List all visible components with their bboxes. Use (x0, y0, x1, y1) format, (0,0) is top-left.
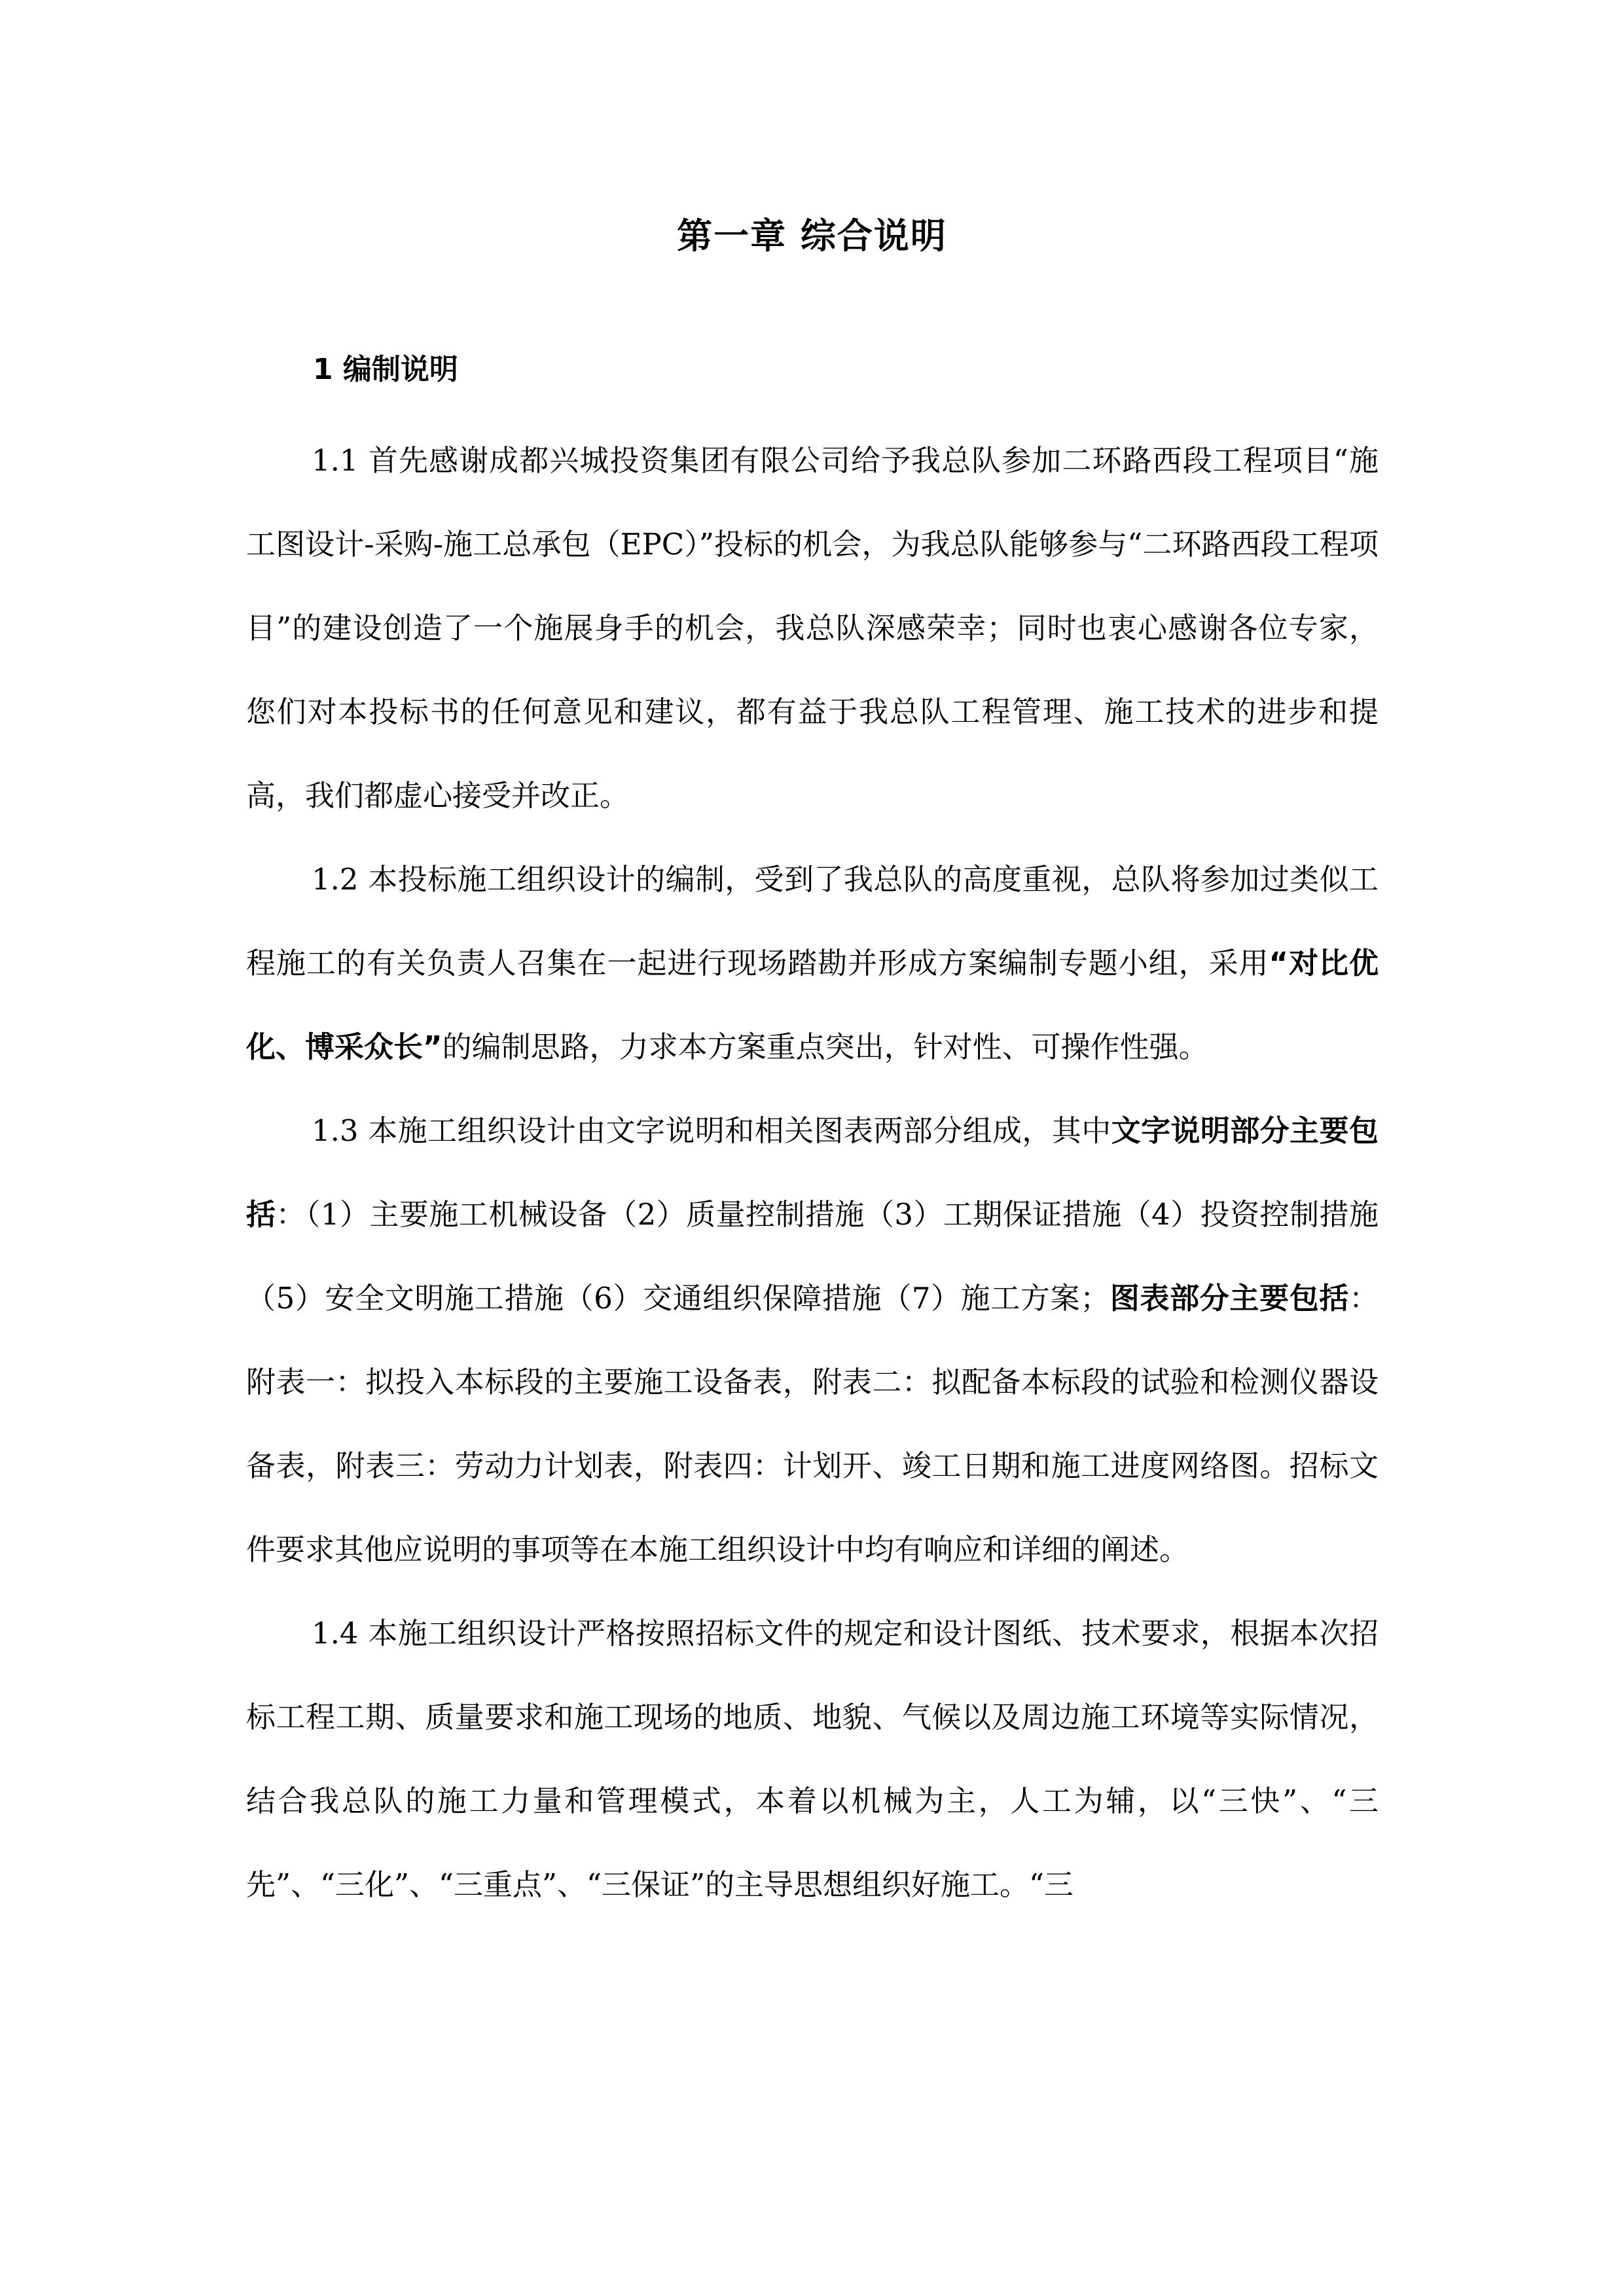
paragraph-1-3-text-mid: ：（1）主要施工机械设备（2）质量控制措施（3）工期保证措施（4）投资控制措施（5）安全文明施工措施（6）交通组织保障措施（7）施工方案； (246, 1197, 1379, 1316)
paragraph-1-2-emphasis: “对比优化、博采众长” (246, 946, 1379, 1064)
paragraph-1-4 (246, 1592, 1379, 1927)
chapter-title: 第一章 综合说明 (677, 215, 947, 257)
paragraph-1-3-emphasis-charts: 图表部分主要包括 (1110, 1281, 1349, 1316)
paragraph-1-2 (246, 838, 1379, 1089)
paragraph-1-1 (246, 419, 1379, 838)
section-heading: 1 编制说明 (313, 353, 458, 386)
paragraph-1-4-text: 1.4 本施工组织设计严格按照招标文件的规定和设计图纸、技术要求，根据本次招标工程工期、质量要求和施工现场的地质、地貌、气候以及周边施工环境等实际情况，结合我总队的施工力量和管理模式，本着以机械为主，人工为辅，以“三快”、“三先”、“三化”、“三重点”、“三保证”的主导思想组织好施工。“三 (246, 1616, 1379, 1902)
paragraph-1-2-text-end: 的编制思路，力求本方案重点突出，针对性、可操作性强。 (442, 1030, 1208, 1064)
paragraph-1-1-text: 1.1 首先感谢成都兴城投资集团有限公司给予我总队参加二环路西段工程项目“施工图设计-采购-施工总承包（EPC）”投标的机会，为我总队能够参与“二环路西段工程项目”的建设创造了一个施展身手的机会，我总队深感荣幸；同时也衷心感谢各位专家，您们对本投标书的任何意见和建议，都有益于我总队工程管理、施工技术的进步和提高，我们都虚心接受并改正。 (246, 443, 1379, 813)
paragraph-1-3-emphasis-text: 文字说明部分主要包括 (246, 1113, 1379, 1232)
document-body (246, 419, 1379, 1927)
paragraph-1-3-text-start: 1.3 本施工组织设计由文字说明和相关图表两部分组成，其中 (312, 1113, 1111, 1148)
paragraph-1-3-text-end: ：附表一：拟投入本标段的主要施工设备表，附表二：拟配备本标段的试验和检测仪器设备表，附表三：劳动力计划表，附表四：计划开、竣工日期和施工进度网络图。招标文件要求其他应说明的事项等在本施工组织设计中均有响应和详细的阐述。 (246, 1281, 1379, 1567)
paragraph-1-3 (246, 1089, 1379, 1592)
paragraph-1-2-text-start: 1.2 本投标施工组织设计的编制，受到了我总队的高度重视，总队将参加过类似工程施工的有关负责人召集在一起进行现场踏勘并形成方案编制专题小组，采用 (246, 862, 1379, 980)
